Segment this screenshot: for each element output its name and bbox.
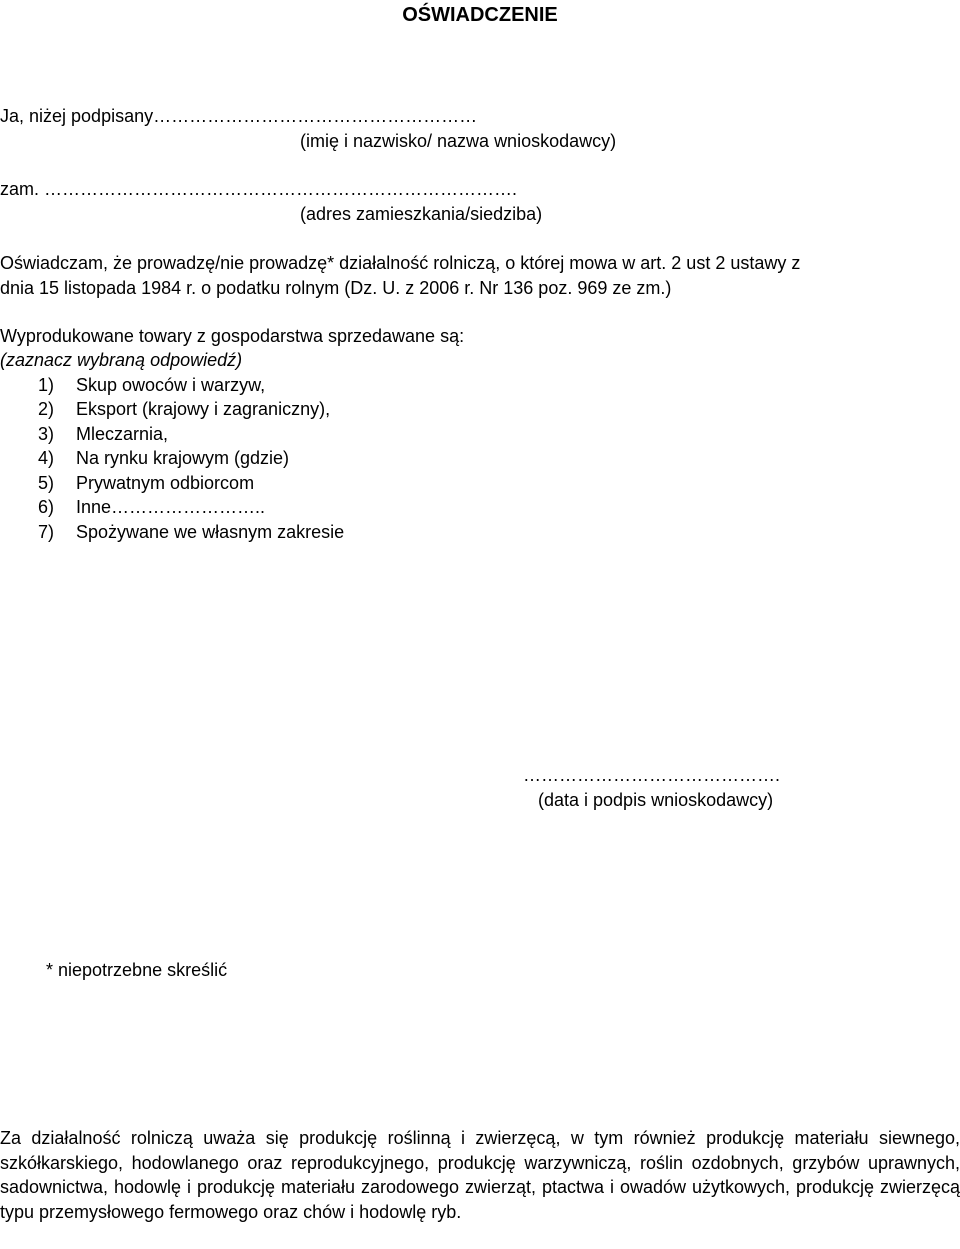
name-line: Ja, niżej podpisany……………………………………………… bbox=[0, 106, 478, 126]
option-label: Na rynku krajowym (gdzie) bbox=[76, 448, 290, 468]
option-number: 4) bbox=[38, 448, 55, 468]
option-label: Eksport (krajowy i zagraniczny), bbox=[76, 399, 331, 419]
address-line: zam. ……………………………………………………………………. bbox=[0, 179, 518, 199]
option-label: Skup owoców i warzyw, bbox=[76, 375, 266, 395]
option-number: 5) bbox=[38, 473, 55, 493]
option-label: Prywatnym odbiorcom bbox=[76, 473, 255, 493]
option-label: Inne…………………….. bbox=[76, 497, 266, 517]
page-title: OŚWIADCZENIE bbox=[402, 4, 558, 26]
signature-line: ……………………………………. bbox=[523, 765, 781, 785]
option-item bbox=[38, 473, 254, 494]
signature-caption: (data i podpis wnioskodawcy) bbox=[538, 790, 774, 810]
option-item bbox=[38, 424, 168, 445]
name-caption: (imię i nazwisko/ nazwa wnioskodawcy) bbox=[300, 131, 617, 151]
goods-hint: (zaznacz wybraną odpowiedź) bbox=[0, 350, 243, 370]
option-item bbox=[38, 399, 330, 420]
option-number: 6) bbox=[38, 497, 55, 517]
declaration-line-1: Oświadczam, że prowadzę/nie prowadzę* działalność rolniczą, o której mowa w art. 2 ust 2 ustawy z bbox=[0, 253, 801, 273]
option-number: 1) bbox=[38, 375, 55, 395]
footer-definition: Za działalność rolniczą uważa się produkcję roślinną i zwierzęcą, w tym również produkcję materiału siewnego, szkółkarskiego, hodowlanego oraz reprodukcyjnego, produkcję warzywniczą, roślin ozdobnych, grzybów uprawnych, sadownictwa, hodowlę i produkcję materiału zarodowego zwierząt, ptactwa i owadów użytkowych, produkcję zwierzęcą typu przemysłowego fermowego oraz chów i hodowlę ryb. bbox=[0, 1128, 960, 1222]
option-item bbox=[38, 497, 265, 518]
option-number: 7) bbox=[38, 522, 55, 542]
address-caption: (adres zamieszkania/siedziba) bbox=[300, 204, 543, 224]
option-item bbox=[38, 448, 289, 469]
goods-intro: Wyprodukowane towary z gospodarstwa sprzedawane są: bbox=[0, 326, 465, 346]
option-number: 2) bbox=[38, 399, 55, 419]
footnote: * niepotrzebne skreślić bbox=[46, 960, 228, 980]
option-item bbox=[38, 375, 265, 396]
option-label: Mleczarnia, bbox=[76, 424, 169, 444]
declaration-line-2: dnia 15 listopada 1984 r. o podatku rolnym (Dz. U. z 2006 r. Nr 136 poz. 969 ze zm.) bbox=[0, 278, 672, 298]
option-item bbox=[38, 522, 344, 543]
option-number: 3) bbox=[38, 424, 55, 444]
option-label: Spożywane we własnym zakresie bbox=[76, 522, 345, 542]
